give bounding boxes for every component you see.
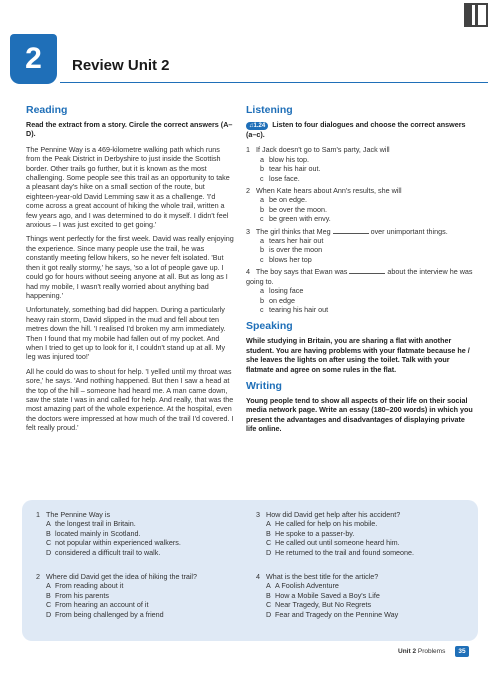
listening-option[interactable]: b is over the moon: [260, 245, 323, 255]
reading-option[interactable]: C He called out until someone heard him.: [266, 538, 400, 548]
listening-option[interactable]: b be over the moon.: [260, 204, 327, 214]
reading-option[interactable]: C not popular within experienced walkers.: [46, 538, 181, 548]
footer-unit-label: Unit 2 Problems: [398, 648, 446, 655]
reading-option[interactable]: A A Foolish Adventure: [266, 581, 339, 591]
header-divider: [60, 82, 488, 83]
listening-question: 2 When Kate hears about Ann's results, she will: [246, 186, 402, 196]
listening-option[interactable]: b tear his hair out.: [260, 164, 321, 174]
reading-option[interactable]: A From reading about it: [46, 581, 124, 591]
reading-section: [26, 104, 234, 438]
reading-option[interactable]: B located mainly in Scotland.: [46, 528, 141, 538]
listening-option[interactable]: c tearing his hair out: [260, 304, 329, 314]
listening-option[interactable]: b on edge: [260, 295, 295, 305]
reading-option[interactable]: A He called for help on his mobile.: [266, 519, 378, 529]
reading-option[interactable]: C Near Tragedy, But No Regrets: [266, 600, 372, 610]
reading-option[interactable]: A the longest trail in Britain.: [46, 519, 136, 529]
page-title: Review Unit 2: [72, 57, 170, 74]
listening-option[interactable]: a blow his top.: [260, 154, 309, 164]
answer-blank[interactable]: [333, 228, 369, 234]
listening-question: 3 The girl thinks that Meg over unimportant things.: [246, 226, 448, 236]
listening-option[interactable]: c be green with envy.: [260, 214, 331, 224]
reading-paragraph: Things went perfectly for the first week. David was really enjoying the experience. Since many people use the trail, he was constantly meeting fellow hikers, so he never felt isolated. 'But then it got really stormy,' he says, 'so a lot of people gave up. I could go for hours without seeing anyone at all. But as long as I had my mobile, I wasn't really worried about anything bad happening.': [26, 234, 234, 300]
page-number: 35: [455, 646, 469, 657]
listening-option[interactable]: c blows her top: [260, 254, 312, 264]
reading-paragraph: All he could do was to shout for help. 'I yelled until my throat was sore,' he says. 'And nothing happened. But then I saw a head at the top of the hill – someone had heard me. A man came down, saw the state I was in and called for help. And really, that was the most amazing part of the whole experience. At the hospital, even the doctors were impressed at how much of the trail I'd covered. I felt really proud.': [26, 366, 234, 433]
reading-option[interactable]: B He spoke to a passer-by.: [266, 528, 355, 538]
reading-option[interactable]: D Fear and Tragedy on the Pennine Way: [266, 609, 399, 619]
reading-option[interactable]: B From his parents: [46, 590, 109, 600]
listening-option[interactable]: a tears her hair out: [260, 236, 324, 246]
unit-number-badge: 2: [10, 34, 57, 84]
reading-question: 2 Where did David get the idea of hiking the trail? A From reading about it B From his parents C From hearing an account of it D From being challenged by a friend: [36, 572, 236, 619]
reading-option[interactable]: C From hearing an account of it: [46, 600, 149, 610]
writing-instruction: Young people tend to show all aspects of their life on their social media network page. Write an essay (180–200 words) in which you present the advantages and disadvantages of displaying private life online.: [246, 395, 473, 434]
qr-code-icon[interactable]: [464, 3, 488, 27]
reading-paragraph: The Pennine Way is a 469-kilometre walking path which runs from the Peak District in Derbyshire to just inside the Scottish border. Other trails go further, but it is known as the most challenging. Some people see this trail as an opportunity to take a pleasant day's hike on a small section of the route, but eighteen-year-old David Lemming saw it as a challenge. 'I'd come across a great account of hiking the whole trail, written a few years ago, and I was determined to do it myself. I didn't feel anxious – I was just excited to get going.': [26, 144, 230, 230]
right-column: [246, 104, 474, 440]
speaking-heading: Speaking: [246, 320, 293, 333]
reading-instruction: Read the extract from a story. Circle the correct answers (A–D).: [26, 120, 233, 139]
reading-paragraph: Unfortunately, something bad did happen. During a particularly heavy rain storm, David slipped in the mud and fell about ten metres down the hill. 'I realised I'd broken my arm immediately. Then I found that my mobile had fallen out of my pocket. And when I tried to get up to look for it, I couldn't stand up at all. My leg was injured too!': [26, 305, 226, 362]
listening-option[interactable]: a losing face: [260, 286, 304, 296]
audio-track-badge[interactable]: ♫1.24: [246, 122, 268, 130]
listening-instruction: ♫1.24 Listen to four dialogues and choose the correct answers (a–c).: [246, 120, 466, 139]
listening-option[interactable]: c lose face.: [260, 173, 300, 183]
answer-blank[interactable]: [349, 268, 385, 274]
listening-question: 4 The boy says that Ewan was about the interview he was going to.: [246, 267, 473, 286]
reading-heading: Reading: [26, 104, 68, 116]
writing-heading: Writing: [246, 379, 282, 392]
reading-option[interactable]: B How a Mobile Saved a Boy's Life: [266, 590, 380, 600]
listening-heading: Listening: [246, 104, 293, 116]
reading-question: 4 What is the best title for the article? A A Foolish Adventure B How a Mobile Saved a Boy's Life C Near Tragedy, But No Regrets D Fear and Tragedy on the Pennine Way: [256, 572, 466, 619]
reading-option[interactable]: D He returned to the trail and found someone.: [266, 547, 415, 557]
listening-question: 1 If Jack doesn't go to Sam's party, Jack will: [246, 145, 390, 155]
reading-option[interactable]: D considered a difficult trail to walk.: [46, 547, 161, 557]
reading-option[interactable]: D From being challenged by a friend: [46, 609, 164, 619]
reading-question: 1 The Pennine Way is A the longest trail in Britain. B located mainly in Scotland. C not popular within experienced walkers. D considered a difficult trail to walk.: [36, 510, 236, 557]
speaking-instruction: While studying in Britain, you are sharing a flat with another student. You are having problems with your flatmate because he / she leaves the lights on after using the toilet. Talk with your flatmate and agree on some rules in the flat.: [246, 336, 470, 374]
reading-question: 3 How did David get help after his accident? A He called for help on his mobile. B He spoke to a passer-by. C He called out until someone heard him. D He returned to the trail and found someone.: [256, 510, 466, 557]
listening-option[interactable]: a be on edge.: [260, 195, 307, 205]
